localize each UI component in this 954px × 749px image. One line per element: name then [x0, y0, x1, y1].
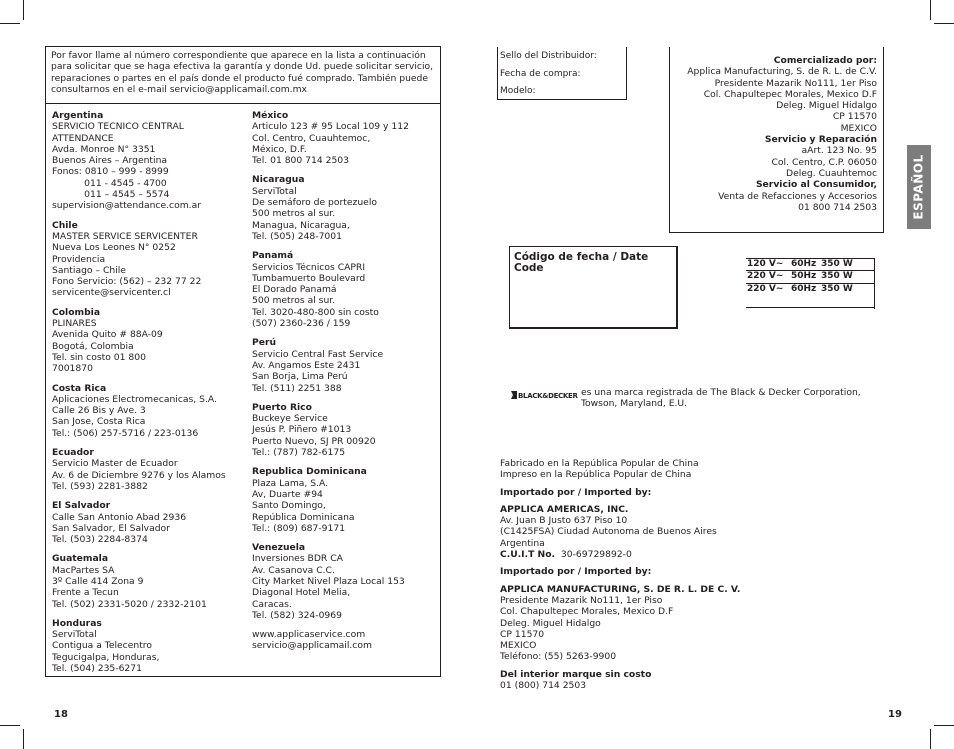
- importer-company: APPLICA AMERICAS, INC.: [500, 503, 629, 515]
- commercial-line: Applica Manufacturing, S. de R. L. de C.V.: [687, 66, 877, 78]
- commercial-line: aArt. 123 No. 95: [801, 145, 877, 157]
- service-centers-column-1: [52, 110, 248, 682]
- service-center-line: Servicios Técnicos CAPRI: [252, 261, 366, 273]
- service-center-line: Santiago – Chile: [52, 264, 126, 276]
- importer-info: [500, 458, 760, 691]
- dealer-stamp-box: [497, 47, 627, 100]
- service-center-line: City Market Nivel Plaza Local 153: [252, 575, 405, 587]
- service-center-entry: [252, 402, 440, 458]
- service-center-line: MacPartes SA: [52, 564, 115, 576]
- dealer-stamp-label: Sello del Distribuidor:: [500, 51, 597, 61]
- date-code-label: Código de fecha / Date Code: [514, 251, 649, 275]
- service-center-line: Diagonal Hotel Melia,: [252, 587, 351, 599]
- service-center-entry: [52, 383, 248, 439]
- address-line: Presidente Mazarik No111, 1er Piso: [500, 594, 663, 606]
- voltage-table: [746, 258, 875, 308]
- service-center-line: Buckeye Service: [252, 413, 328, 425]
- intro-line: consultarnos en el e-mail servicio@applicamail.com.mx: [51, 83, 307, 95]
- country-name: Panamá: [252, 250, 294, 262]
- trademark-line: Towson, Maryland, E.U.: [581, 398, 688, 410]
- service-center-line: República Dominicana: [252, 511, 355, 523]
- cuit-value: 30-69729892-0: [560, 549, 632, 561]
- service-center-entry: [52, 110, 248, 212]
- voltage-cell-voltage: 220 V~: [747, 271, 784, 282]
- crop-mark: [23, 729, 24, 749]
- commercial-line: CP 11570: [832, 111, 877, 123]
- service-center-entry: [252, 542, 440, 621]
- model-label: Modelo:: [500, 86, 536, 96]
- address-line: MEXICO: [500, 640, 537, 652]
- service-center-line: Santo Domingo,: [252, 500, 326, 512]
- country-name: Perú: [252, 337, 277, 349]
- service-center-line: El Dorado Panamá: [252, 284, 337, 296]
- service-center-line: San Jose, Costa Rica: [52, 416, 146, 428]
- service-center-line: Avda. Monroe N° 3351: [52, 143, 156, 155]
- intro-paragraph: [46, 47, 440, 104]
- service-center-line: 500 metros al sur.: [252, 295, 336, 307]
- service-center-line: PLINARES: [52, 318, 97, 330]
- service-center-line: Articulo 123 # 95 Local 109 y 112: [252, 121, 409, 133]
- crop-mark: [930, 0, 931, 20]
- commercial-line: MEXICO: [840, 122, 877, 134]
- commercial-line: 01 800 714 2503: [798, 201, 877, 213]
- service-center-line: Fonos: 0810 – 999 - 8999: [52, 166, 169, 178]
- service-center-line: Tel.: (809) 687-9171: [252, 522, 346, 534]
- service-center-line: SERVICIO TECNICO CENTRAL: [52, 121, 184, 133]
- country-name: Argentina: [52, 110, 104, 121]
- intro-line: para solicitar que se haga efectiva la garantía y donde Ud. puede solicitar servicio,: [51, 61, 434, 73]
- commercial-line: Deleg. Miguel Hidalgo: [776, 100, 877, 112]
- made-in-line: Fabricado en la República Popular de China: [500, 458, 699, 469]
- service-center-line: Plaza Lama, S.A.: [252, 477, 329, 489]
- service-center-entry: [252, 174, 440, 242]
- voltage-row: [746, 259, 875, 271]
- country-name: Honduras: [52, 617, 102, 629]
- language-tab: [907, 145, 931, 229]
- address-line: Argentina: [500, 537, 545, 549]
- voltage-row: [746, 283, 875, 307]
- crop-mark: [23, 0, 24, 20]
- interior-phone: 01 (800) 714 2503: [500, 680, 587, 692]
- service-center-line: Tel. (511) 2251 388: [252, 382, 342, 394]
- page-number-left: 18: [54, 709, 68, 720]
- service-center-line: 500 metros al sur.: [252, 208, 336, 220]
- service-center-line: Tel. (593) 2281-3882: [52, 480, 148, 492]
- service-center-line: México, D.F.: [252, 143, 307, 155]
- service-center-entry: [252, 110, 440, 166]
- commercial-line: Venta de Refacciones y Accesorios: [718, 190, 877, 202]
- service-center-line: servicio@applicamail.com: [252, 640, 372, 652]
- service-center-line: 7001870: [52, 363, 93, 375]
- importer-title: Importado por / Imported by:: [500, 566, 652, 578]
- service-center-line: Puerto Nuevo, SJ PR 00920: [252, 435, 376, 447]
- voltage-cell-voltage: 220 V~: [747, 283, 784, 294]
- service-center-line: Tel.: (506) 257-5716 / 223-0136: [52, 427, 199, 439]
- service-center-line: Managua, Nicaragua,: [252, 219, 350, 231]
- svg-text:BLACK&DECKER: BLACK&DECKER: [518, 392, 578, 400]
- service-center-line: Servicio Central Fast Service: [252, 348, 384, 360]
- service-center-line: Tegucigalpa, Honduras,: [52, 651, 160, 663]
- service-center-line: Avenida Quito # 88A-09: [52, 329, 163, 341]
- cuit-line: [500, 549, 760, 560]
- service-center-entry: [52, 500, 248, 545]
- voltage-cell-power: 350 W: [821, 283, 853, 294]
- service-center-line: Frente a Tecun: [52, 587, 119, 599]
- crop-mark: [0, 23, 20, 24]
- black-decker-logo: [511, 390, 578, 400]
- intro-line: Por favor llame al número correspondiente que aparece en la lista a continuación: [51, 50, 426, 61]
- country-name: México: [252, 110, 289, 121]
- service-center-line: Contigua a Telecentro: [52, 640, 153, 652]
- commercial-line: Presidente Mazarik No111, 1er Piso: [714, 77, 877, 89]
- service-center-line: Tumbamuerto Boulevard: [252, 272, 366, 284]
- service-center-line: San Salvador, El Salvador: [52, 522, 170, 534]
- country-name: Republica Dominicana: [252, 466, 367, 478]
- voltage-cell-freq: 50Hz: [791, 271, 817, 282]
- service-center-line: Inversiones BDR CA: [252, 553, 343, 565]
- trademark-line: es una marca registrada de The Black & Decker Corporation,: [581, 387, 861, 398]
- voltage-cell-voltage: 120 V~: [747, 259, 784, 269]
- voltage-cell-freq: 60Hz: [791, 283, 817, 294]
- service-center-line: Bogotá, Colombia: [52, 340, 134, 352]
- page-number-right: 19: [888, 709, 902, 720]
- language-tab-label: ESPAÑOL: [911, 154, 926, 220]
- service-center-entry: [52, 618, 248, 674]
- service-center-line: Av. Angamos Este 2431: [252, 359, 361, 371]
- service-center-line: Col. Centro, Cuauhtemoc,: [252, 132, 371, 144]
- service-center-line: Providencia: [52, 253, 106, 265]
- printed-in-line: Impreso en la República Popular de China: [500, 469, 692, 481]
- service-center-line: Tel.: (787) 782-6175: [252, 447, 346, 459]
- crop-mark: [0, 725, 20, 726]
- crop-mark: [930, 729, 931, 749]
- address-line: Col. Chapultepec Morales, Mexico D.F: [500, 606, 674, 618]
- country-name: Ecuador: [52, 447, 94, 459]
- importer-title: Importado por / Imported by:: [500, 486, 652, 498]
- service-center-line: De semáforo de portezuelo: [252, 197, 377, 209]
- crop-mark: [934, 725, 954, 726]
- service-center-line: Tel. sin costo 01 800: [52, 351, 146, 363]
- address-line: Deleg. Miguel Hidalgo: [500, 617, 601, 629]
- service-center-line: Av. Casanova C.C.: [252, 564, 335, 576]
- voltage-cell-freq: 60Hz: [791, 259, 817, 269]
- service-center-line: Tel. (504) 235-6271: [52, 663, 142, 675]
- service-center-line: Nueva Los Leones N° 0252: [52, 242, 176, 254]
- voltage-row: [746, 271, 875, 283]
- service-center-entry: [252, 629, 440, 652]
- service-center-line: supervision@attendance.com.ar: [52, 200, 202, 212]
- commercial-line: Deleg. Cuauhtemoc: [786, 167, 877, 179]
- commercial-line: Col. Centro, C.P. 06050: [771, 156, 877, 168]
- service-center-line: Jesús P. Piñero #1013: [252, 424, 352, 436]
- service-center-line: Servicio Master de Ecuador: [52, 458, 178, 470]
- service-center-line: 011 – 4545 – 5574: [52, 189, 170, 201]
- service-center-line: Fono Servicio: (562) – 232 77 22: [52, 276, 202, 288]
- service-center-line: servicente@servicenter.cl: [52, 287, 171, 299]
- intro-line: reparaciones o partes en el país donde el producto fué comprado. También puede: [51, 72, 429, 84]
- phone-line: Teléfono: (55) 5263-9900: [500, 651, 617, 663]
- service-center-entry: [252, 250, 440, 329]
- service-center-entry: [252, 466, 440, 534]
- commercial-info-box: [669, 47, 884, 233]
- service-center-line: ServiTotal: [52, 629, 97, 641]
- purchase-date-label: Fecha de compra:: [500, 69, 581, 79]
- service-center-entry: [52, 220, 248, 299]
- country-name: Chile: [52, 219, 78, 231]
- service-center-line: Tel. (505) 248-7001: [252, 230, 342, 242]
- service-center-line: Tel. 01 800 714 2503: [252, 155, 350, 167]
- service-center-line: Calle 26 Bis y Ave. 3: [52, 405, 146, 417]
- service-center-line: Tel. (582) 324-0969: [252, 609, 342, 621]
- trademark-notice: [581, 387, 861, 410]
- address-line: CP 11570: [500, 628, 545, 640]
- address-line: (C1425FSA) Ciudad Autonoma de Buenos Aires: [500, 526, 717, 538]
- country-name: Venezuela: [252, 542, 306, 554]
- country-name: Nicaragua: [252, 174, 305, 186]
- voltage-cell-power: 350 W: [821, 259, 853, 269]
- service-center-line: Av, Duarte #94: [252, 488, 323, 500]
- country-name: Colombia: [52, 306, 101, 318]
- service-center-line: San Borja, Lima Perú: [252, 371, 348, 383]
- voltage-cell-power: 350 W: [821, 271, 853, 282]
- interior-title: Del interior marque sin costo: [500, 668, 652, 680]
- service-center-line: Buenos Aires – Argentina: [52, 155, 168, 167]
- service-center-line: Calle San Antonio Abad 2936: [52, 511, 187, 523]
- service-center-line: Tel. (502) 2331-5020 / 2332-2101: [52, 598, 207, 610]
- cuit-label: C.U.I.T No.: [500, 549, 556, 561]
- importer-company: APPLICA MANUFACTURING, S. DE R. L. DE C. V.: [500, 583, 741, 595]
- commercial-heading: Servicio al Consumidor,: [755, 179, 877, 191]
- service-center-line: Tel. 3020-480-800 sin costo: [252, 306, 379, 318]
- service-center-frame: [45, 46, 441, 677]
- service-center-line: 011 - 4545 - 4700: [52, 177, 167, 189]
- commercial-heading: Comercializado por:: [773, 55, 877, 66]
- address-line: Av. Juan B Justo 637 Piso 10: [500, 515, 628, 527]
- service-centers-column-2: [252, 110, 440, 660]
- service-center-entry: [52, 307, 248, 375]
- service-center-line: (507) 2360-236 / 159: [252, 318, 351, 330]
- service-center-line: ATTENDANCE: [52, 132, 114, 144]
- country-name: Puerto Rico: [252, 401, 312, 413]
- country-name: Costa Rica: [52, 382, 107, 394]
- country-name: Guatemala: [52, 553, 109, 565]
- service-center-entry: [52, 447, 248, 492]
- crop-mark: [934, 23, 954, 24]
- commercial-heading: Servicio y Reparación: [764, 134, 877, 146]
- service-center-line: Caracas.: [252, 598, 292, 610]
- service-center-line: Av. 6 de Diciembre 9276 y los Alamos: [52, 469, 226, 481]
- service-center-entry: [52, 553, 248, 609]
- service-center-line: ServiTotal: [252, 185, 297, 197]
- commercial-line: Col. Chapultepec Morales, Mexico D.F: [703, 88, 877, 100]
- service-center-line: Tel. (503) 2284-8374: [52, 534, 148, 546]
- date-code-box: [509, 246, 678, 329]
- country-name: El Salvador: [52, 500, 111, 512]
- service-center-line: Aplicaciones Electromecanicas, S.A.: [52, 393, 217, 405]
- service-center-entry: [252, 337, 440, 393]
- service-center-line: MASTER SERVICE SERVICENTER: [52, 230, 198, 242]
- service-center-line: 3º Calle 414 Zona 9: [52, 575, 144, 587]
- service-center-line: www.applicaservice.com: [252, 629, 366, 641]
